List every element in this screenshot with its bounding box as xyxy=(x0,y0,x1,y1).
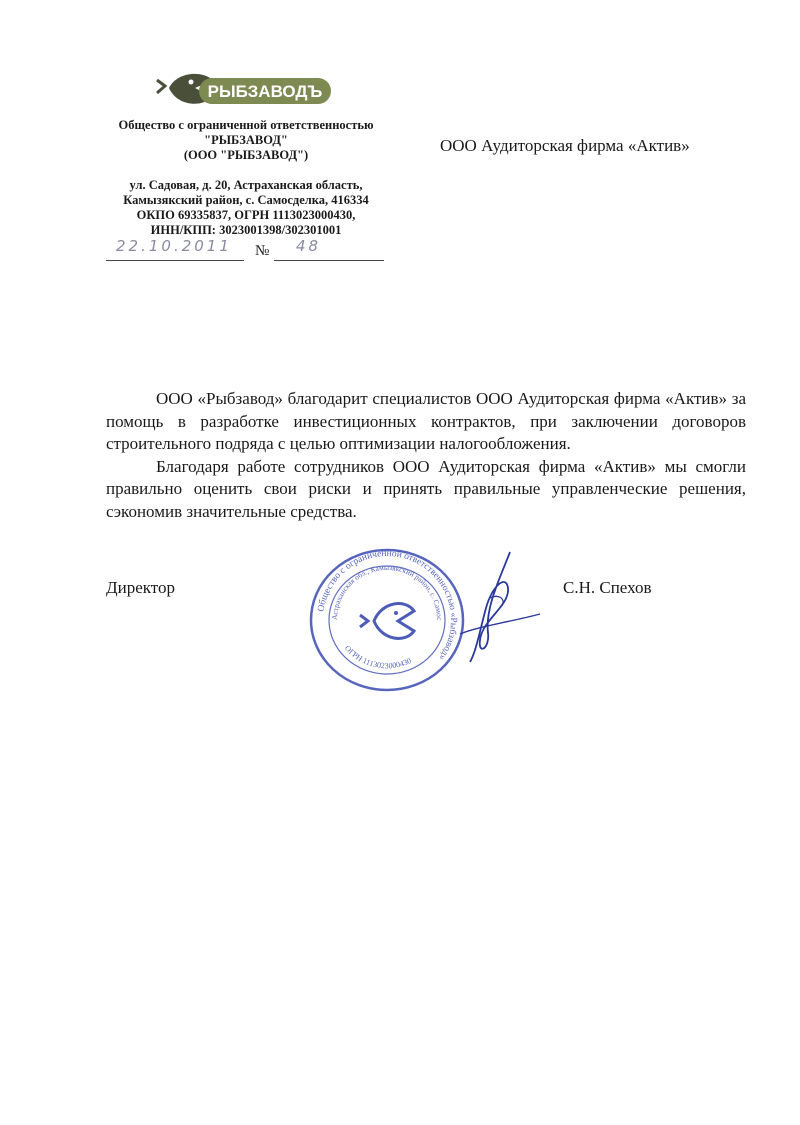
number-field xyxy=(274,237,384,261)
address-district: Камызякский район, с. Самосделка, 416334 xyxy=(123,193,369,207)
company-name: "РЫБЗАВОД" xyxy=(204,133,288,147)
handwritten-date: 22.10.2011 xyxy=(116,237,232,255)
signer-title: Директор xyxy=(106,578,175,597)
number-label: № xyxy=(255,243,270,259)
company-legal-form: Общество с ограниченной ответственностью xyxy=(118,118,374,132)
letter-body xyxy=(106,388,746,523)
stamp-inner-text: Астраханская обл., Камызякский район, с. Самос xyxy=(329,562,445,621)
body-paragraph-2: Благодаря работе сотрудников ООО Аудиторская фирма «Актив» мы смогли правильно оценить свои риски и принять правильные управленческие решения, сэкономив значительные средства. xyxy=(106,456,746,521)
registration-codes: ОКПО 69335837, ОГРН 1113023000430, xyxy=(136,208,356,222)
company-logo xyxy=(155,66,335,114)
handwritten-signature xyxy=(440,548,550,668)
tax-codes: ИНН/КПП: 3023001398/302301001 xyxy=(150,223,342,237)
body-paragraph-1: ООО «Рыбзавод» благодарит специалистов ООО Аудиторская фирма «Актив» за помощь в разработке инвестиционных контрактов, при заключении договоров строительного подряда с целью оптимизации налогообложения. xyxy=(106,389,746,453)
svg-text:ОГРН 1113023000430 xyxy=(343,644,413,671)
recipient: ООО Аудиторская фирма «Актив» xyxy=(440,136,690,155)
stamp-bottom-text: ОГРН 1113023000430 xyxy=(342,643,413,671)
stamp-fish-icon xyxy=(360,604,414,639)
handwritten-number: 48 xyxy=(296,237,322,255)
logo-text: РЫБЗАВОДЪ xyxy=(207,82,323,101)
company-address-block xyxy=(96,178,396,238)
date-field xyxy=(106,237,244,261)
address-street: ул. Садовая, д. 20, Астраханская область, xyxy=(129,178,363,192)
company-name-block xyxy=(96,118,396,163)
signer-name: С.Н. Спехов xyxy=(563,578,652,597)
company-short-name: (ООО "РЫБЗАВОД") xyxy=(183,148,309,162)
stamp-outer-text: Общество с ограниченной ответственностью «Рыбзавод» xyxy=(316,548,459,662)
